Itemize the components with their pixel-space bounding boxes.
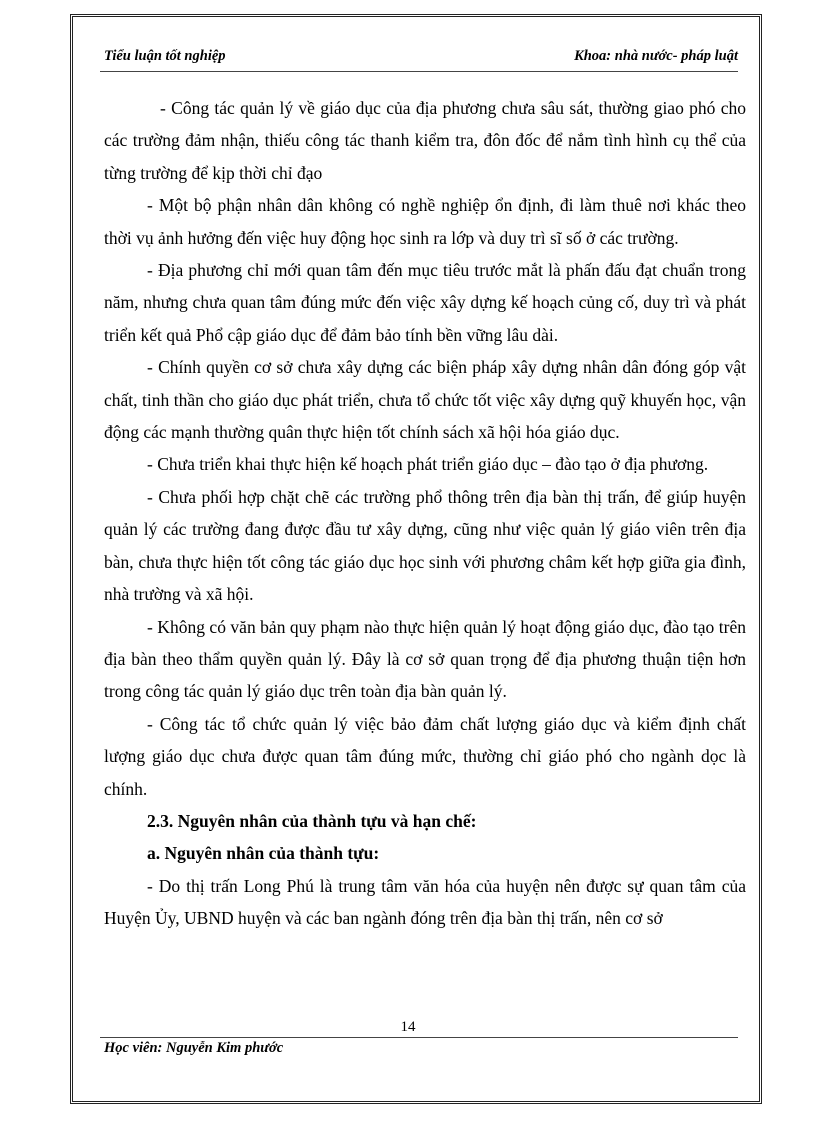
paragraph: - Công tác quản lý về giáo dục của địa phương chưa sâu sát, thường giao phó cho các trường đảm nhận, thiếu công tác thanh kiểm tra, đôn đốc để nắm tình hình cụ thể của từng trường để kịp thời chỉ đạo xyxy=(104,98,746,183)
header-right-title: Khoa: nhà nước- pháp luật xyxy=(574,48,738,64)
paragraph: - Công tác tổ chức quản lý việc bảo đảm chất lượng giáo dục và kiểm định chất lượng giáo dục chưa được quan tâm đúng mức, thường chỉ giáo phó cho ngành dọc là chính. xyxy=(104,713,746,799)
header-rule xyxy=(100,71,738,72)
paragraph: - Chưa phối hợp chặt chẽ các trường phổ thông trên địa bàn thị trấn, để giúp huyện quản lý các trường đang được đầu tư xây dựng, cũng như việc quản lý giáo viên trên địa bàn, chưa thực hiện tốt công tác giáo dục học sinh với phương châm kết hợp giữa gia đình, nhà trường và xã hội. xyxy=(104,486,746,605)
page-number: 14 xyxy=(400,1019,416,1035)
page-header xyxy=(104,48,738,65)
section-heading: 2.3. Nguyên nhân của thành tựu và hạn chế: xyxy=(147,810,477,831)
footer-rule xyxy=(100,1037,738,1038)
header-left-title: Tiểu luận tốt nghiệp xyxy=(104,48,226,64)
paragraph: - Không có văn bản quy phạm nào thực hiện quản lý hoạt động giáo dục, đào tạo trên địa bàn theo thẩm quyền quản lý. Đây là cơ sở quan trọng để địa phương thuận tiện hơn trong công tác quản lý giáo dục trên toàn địa bàn quản lý. xyxy=(104,616,746,702)
paragraph: - Một bộ phận nhân dân không có nghề nghiệp ổn định, đi làm thuê nơi khác theo thời vụ ảnh hưởng đến việc huy động học sinh ra lớp và duy trì sĩ số ở các trường. xyxy=(104,195,746,248)
paragraph: - Do thị trấn Long Phú là trung tâm văn hóa của huyện nên được sự quan tâm của Huyện Ủy, UBND huyện và các ban ngành đóng trên địa bàn thị trấn, nên cơ sở xyxy=(104,875,746,929)
paragraph: - Chưa triển khai thực hiện kế hoạch phát triển giáo dục – đào tạo ở địa phương. xyxy=(147,454,709,475)
document-body xyxy=(104,92,746,935)
subsection-heading: a. Nguyên nhân của thành tựu: xyxy=(147,843,380,864)
paragraph: - Địa phương chỉ mới quan tâm đến mục tiêu trước mắt là phấn đấu đạt chuẩn trong năm, nhưng chưa quan tâm đúng mức đến việc xây dựng kế hoạch củng cố, duy trì và phát triển kết quả Phổ cập giáo dục để đảm bảo tính bền vững lâu dài. xyxy=(104,260,746,345)
paragraph: - Chính quyền cơ sở chưa xây dựng các biện pháp xây dựng nhân dân đóng góp vật chất, tinh thần cho giáo dục phát triển, chưa tổ chức tốt việc xây dựng quỹ khuyến học, vận động các mạnh thường quân thực hiện tốt chính sách xã hội hóa giáo dục. xyxy=(104,357,746,443)
page-footer: Học viên: Nguyễn Kim phước xyxy=(104,1040,284,1056)
